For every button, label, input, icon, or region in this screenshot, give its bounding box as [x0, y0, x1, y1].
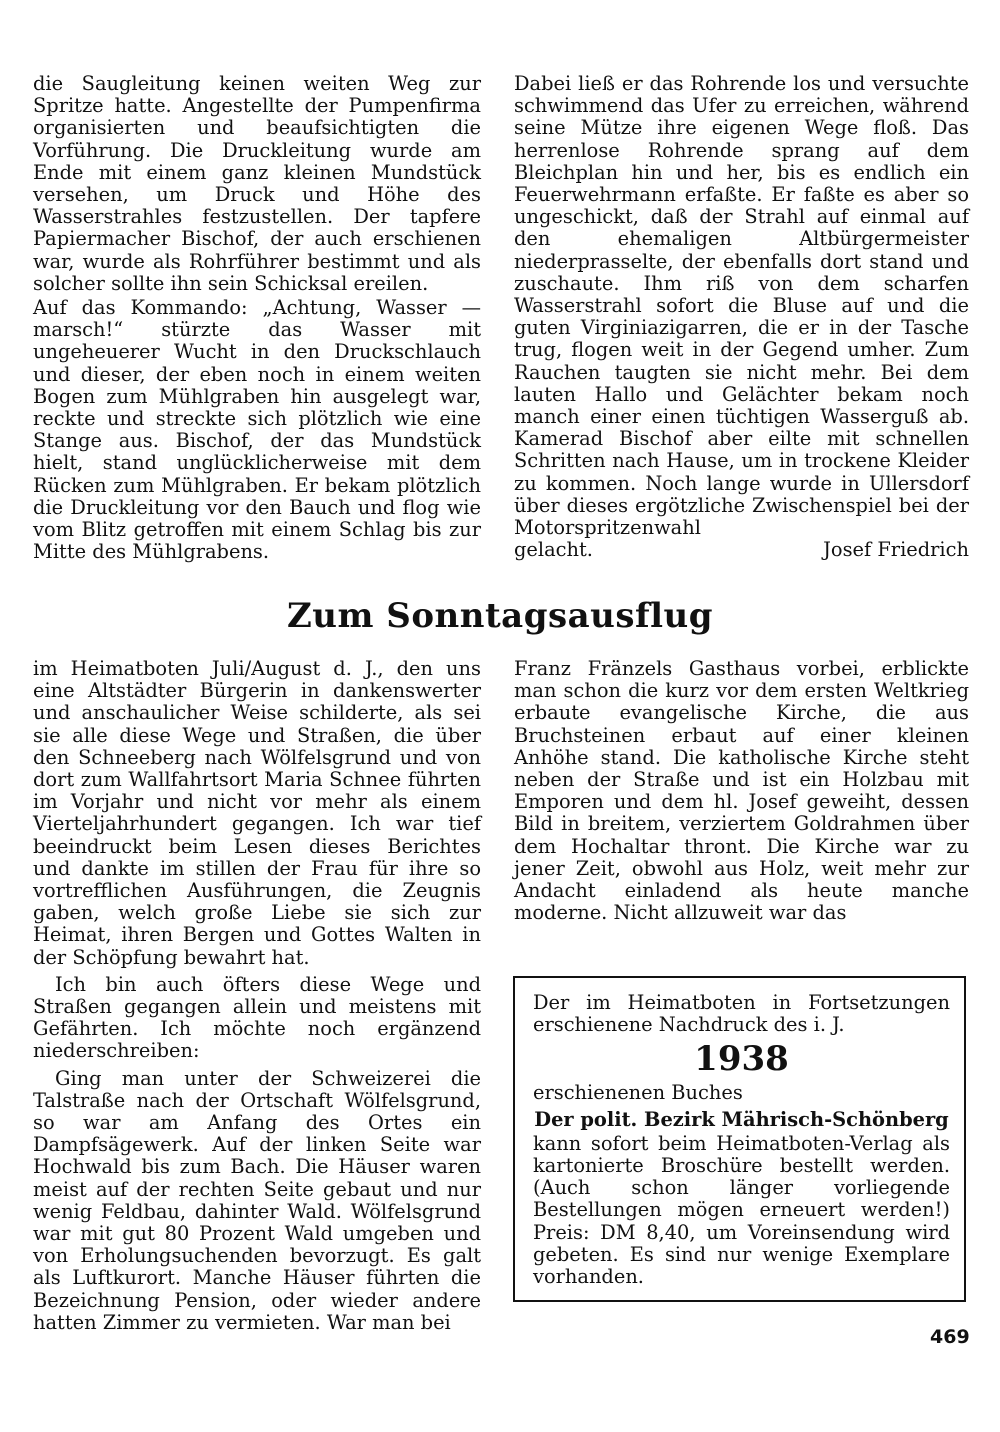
article1-paragraph: Dabei ließ er das Rohrende los und versuchte schwimmend das Ufer zu erreichen, während seine Mütze ihre eigenen Wege floß. Das herrenlose Rohrende sprang auf dem Bleichplan hin und her, bis es endlich ein Feuerwehrmann erfaßte. Er faßte es aber so ungeschickt, daß der Strahl auf einmal auf den ehemaligen Altbürgermeister niederprasselte, der ebenfalls dort stand und zuschaute. Ihm riß von dem scharfen Wasserstrahl sofort die Bluse auf und die guten Virginiazigarren, die er in der Tasche trug, flogen weit in der Gegend umher. Zum Rauchen taugten sie nicht mehr. Bei dem lauten Hallo und Gelächter bekam noch manch einer einen tüchtigen Wasserguß ab. Kamerad Bischof aber eilte mit schnellen Schritten nach Hause, um in trockene Kleider zu kommen. Noch lange wurde in Ullersdorf über dieses ergötzliche Zwischenspiel bei der Motorspritzenwahl: [514, 72, 969, 540]
notice-line: erschienenen Buches: [533, 1081, 743, 1105]
article-headline: Zum Sonntagsausflug: [286, 596, 714, 636]
article2-paragraph: Ging man unter der Schweizerei die Talstraße nach der Ortschaft Wölfelsgrund, so war am Anfang des Ortes ein Dampfsägewerk. Auf der linken Seite war Hochwald bis zum Bach. Die Häuser waren meist auf der rechten Seite gebaut und nur wenig Feldbau, dahinter Wald. Wölfelsgrund war mit gut 80 Prozent Wald umgeben und von Erholungsuchenden bevorzugt. Es galt als Luftkurort. Manche Häuser führten die Bezeichnung Pension, oder wieder andere hatten Zimmer zu vermieten. War man bei: [33, 1066, 481, 1334]
article2-paragraph: Ich bin auch öfters diese Wege und Straßen gegangen allein und meistens mit Gefährten. Ich möchte noch ergänzend niederschreiben:: [33, 972, 481, 1063]
article1-paragraph: Auf das Kommando: „Achtung, Wasser — marsch!“ stürzte das Wasser mit ungeheuerer Wucht in den Druckschlauch und dieser, der eben noch in einem weiten Bogen zum Mühlgraben hin ausgelegt war, reckte und streckte sich plötzlich wie eine Stange aus. Bischof, der das Mundstück hielt, stand unglücklicherweise mit dem Rücken zum Mühlgraben. Er bekam plötzlich die Druckleitung vor den Bauch und flog wie vom Blitz getroffen mit einem Schlag bis zur Mitte des Mühlgrabens.: [33, 296, 481, 564]
notice-book-title: Der polit. Bezirk Mährisch-Schönberg: [534, 1107, 949, 1131]
article1-column-right: [514, 73, 969, 561]
article2-column-right: [514, 658, 969, 924]
book-notice-box: [513, 976, 966, 1302]
article2-column-left: [33, 658, 481, 1334]
author-name: Josef Friedrich: [823, 538, 969, 562]
last-word: gelacht.: [514, 538, 593, 562]
article1-column-left: [33, 73, 481, 563]
notice-intro: Der im Heimatboten in Fortsetzungen erschienene Nachdruck des i. J.: [533, 991, 950, 1037]
signature-line: [514, 539, 969, 561]
notice-body: kann sofort beim Heimatboten-Verlag als kartonierte Broschüre bestellt werden. (Auch schon länger vorliegende Bestellungen mögen erneuert werden!) Preis: DM 8,40, um Voreinsendung wird gebeten. Es sind nur wenige Exemplare vorhanden.: [533, 1131, 950, 1289]
article2-paragraph: im Heimatboten Juli/August d. J., den uns eine Altstädter Bürgerin in dankenswerter und anschaulicher Weise schilderte, als sei sie alle diese Wege und Straßen, die über den Schneeberg nach Wölfelsgrund und von dort zum Wallfahrtsort Maria Schnee führten im Vorjahr und nicht vor mehr als einem Vierteljahrhundert gegangen. Ich war tief beeindruckt beim Lesen dieses Berichtes und dankte im stillen der Frau für ihre so vortrefflichen Ausführungen, die Zeugnis gaben, welch große Liebe sie sich zur Heimat, ihren Bergen und Gottes Walten in der Schöpfung bewahrt hat.: [33, 657, 481, 969]
notice-year: 1938: [694, 1039, 789, 1080]
article2-paragraph: Franz Fränzels Gasthaus vorbei, erblickte man schon die kurz vor dem ersten Weltkrieg erbaute evangelische Kirche, die aus Bruchsteinen erbaut auf einer kleinen Anhöhe stand. Die katholische Kirche steht neben der Straße und ist ein Holzbau mit Emporen und dem hl. Josef geweiht, dessen Bild in breitem, verziertem Goldrahmen über dem Hochaltar thront. Die Kirche war zu jener Zeit, obwohl aus Holz, weit mehr zur Andacht einladend als heute manche moderne. Nicht allzuweit war das: [514, 657, 969, 925]
page-number: 469: [930, 1326, 970, 1348]
article1-paragraph: die Saugleitung keinen weiten Weg zur Spritze hatte. Angestellte der Pumpenfirma organisierten und beaufsichtigten die Vorführung. Die Druckleitung wurde am Ende mit einem ganz kleinen Mundstück versehen, um Druck und Höhe des Wasserstrahles festzustellen. Der tapfere Papiermacher Bischof, der auch erschienen war, wurde als Rohrführer bestimmt und als solcher sollte ihn sein Schicksal ereilen.: [33, 72, 481, 295]
